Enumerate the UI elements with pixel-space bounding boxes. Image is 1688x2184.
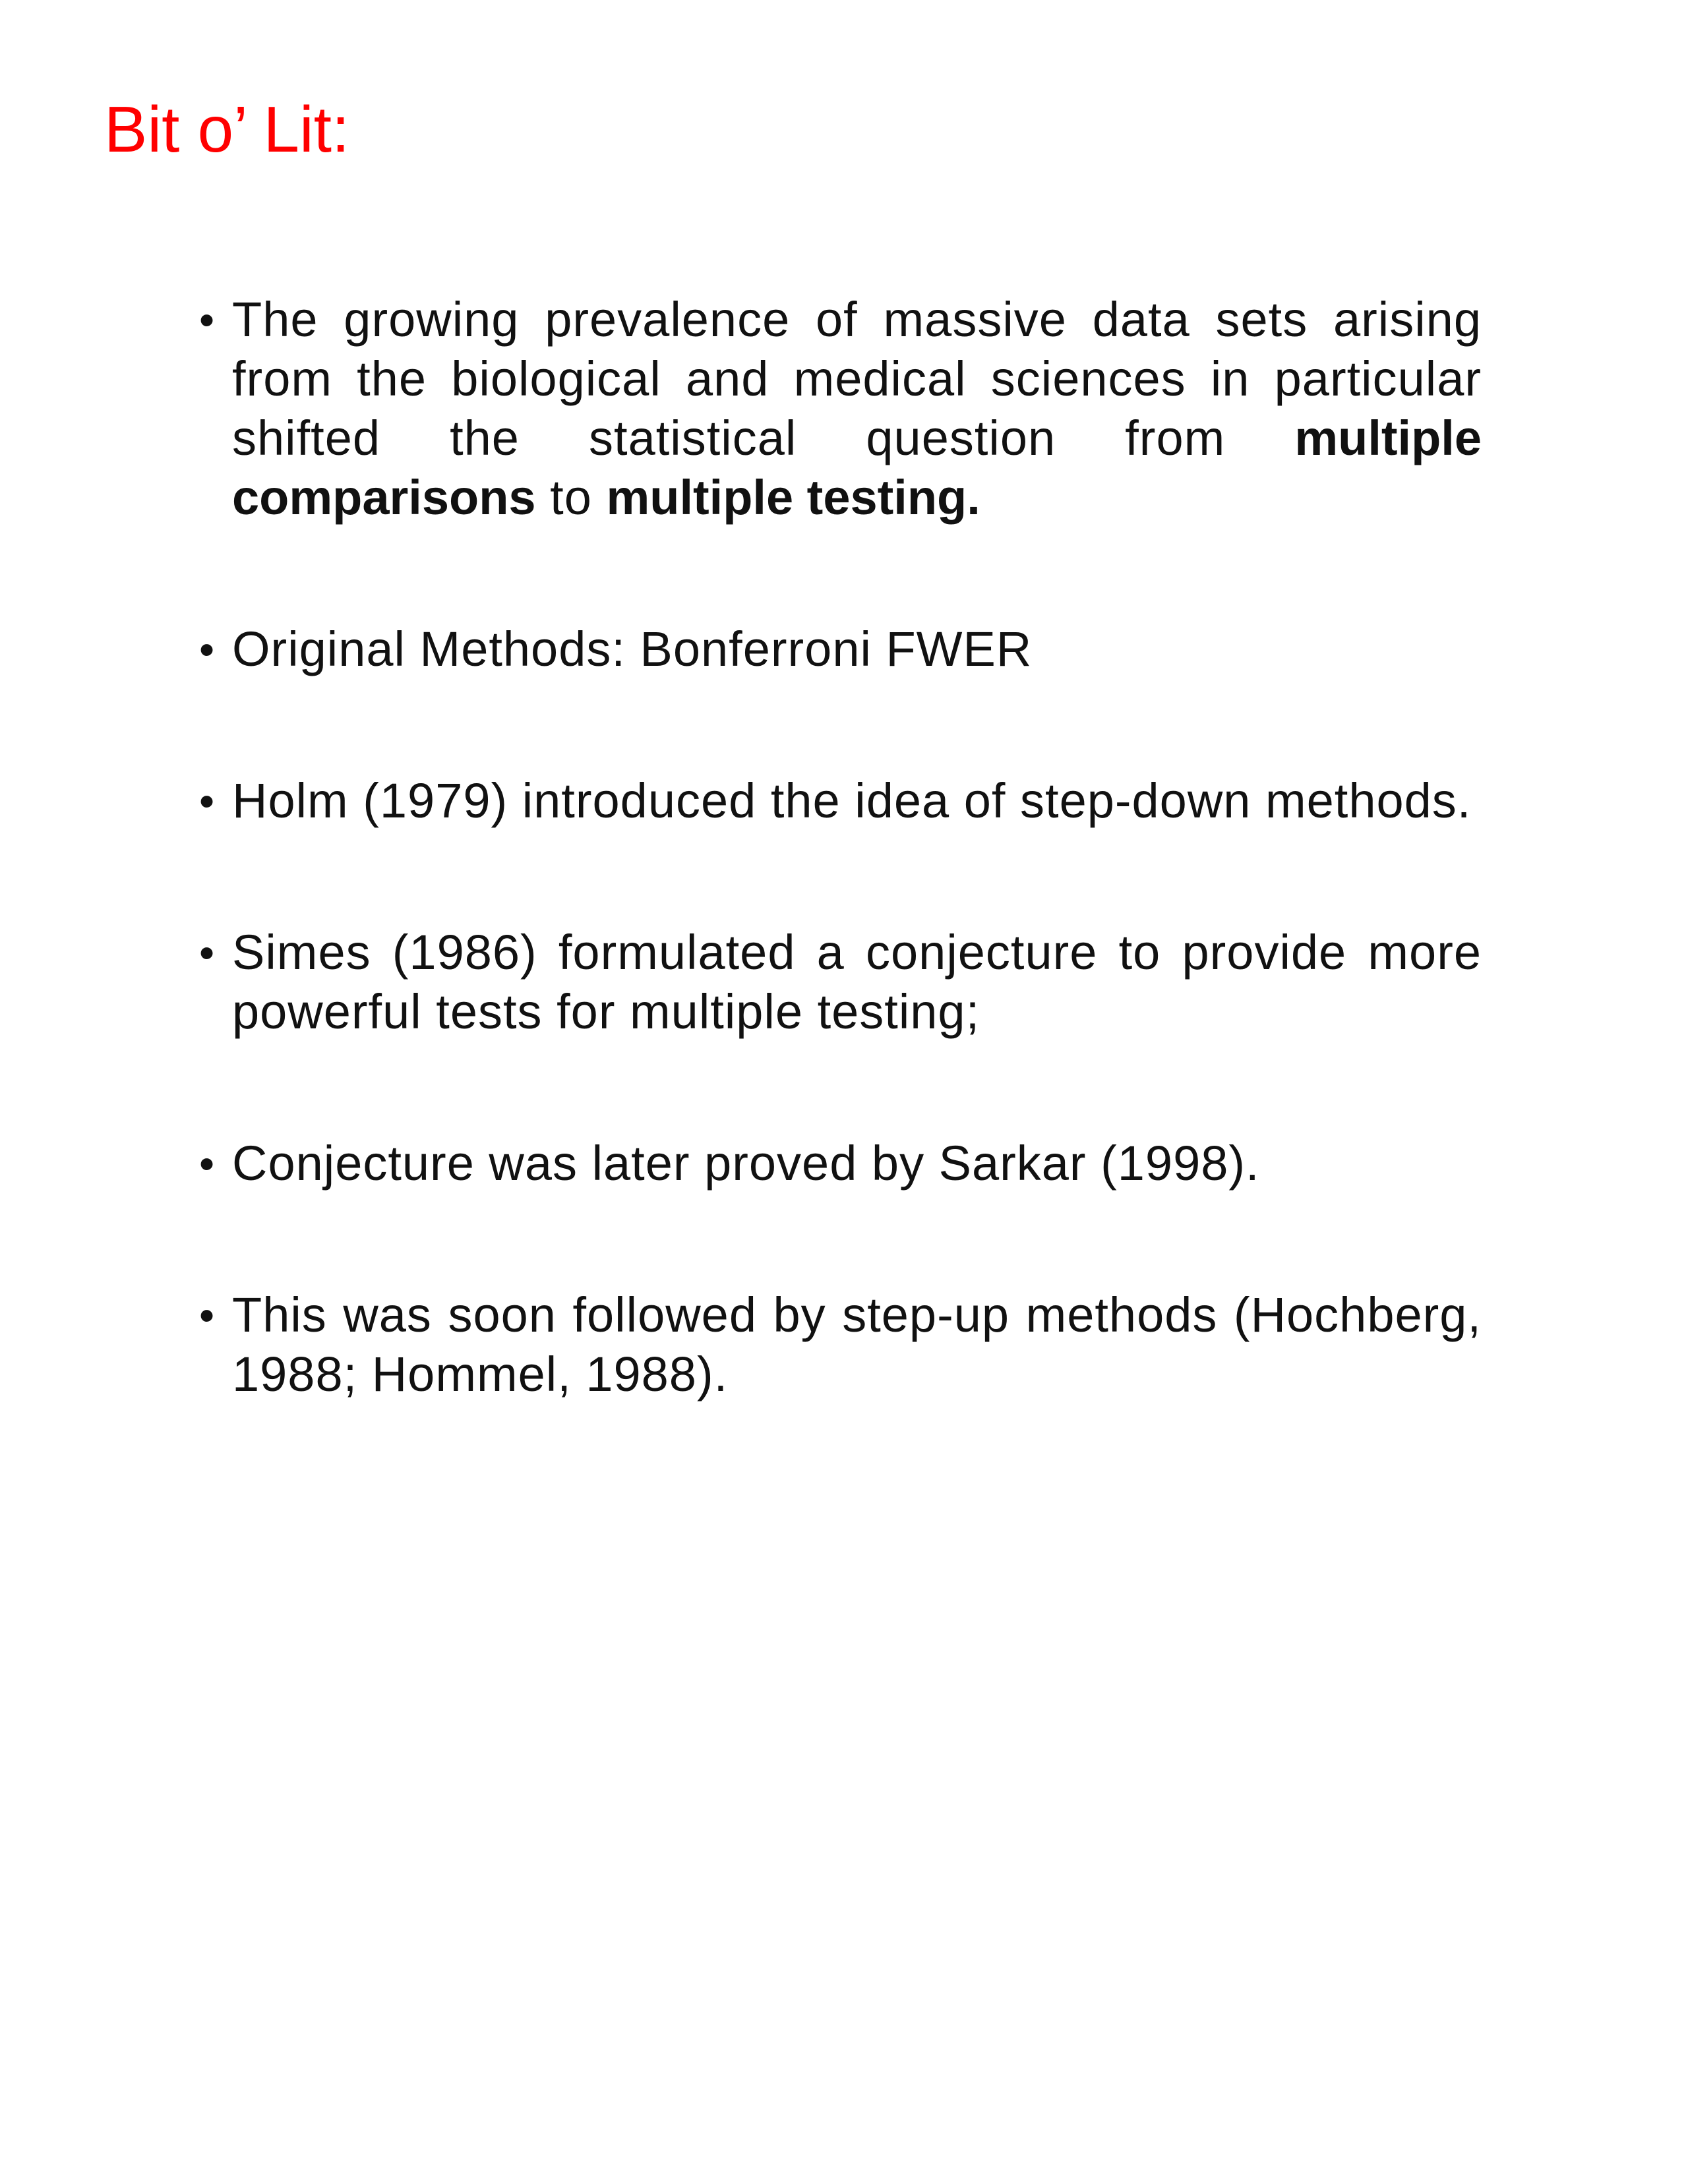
bullet-icon: •: [199, 928, 216, 977]
bullet-item-holm: [199, 771, 1482, 831]
bullet-icon: •: [199, 1291, 216, 1340]
bullet-text: Simes (1986) formulated a conjecture to provide more powerful tests for multiple testing;: [232, 925, 1482, 1039]
slide-title: Bit o’ Lit:: [104, 93, 350, 165]
bullet-icon: •: [199, 777, 216, 825]
bullet-text: This was soon followed by step-up methods (Hochberg, 1988; Hommel, 1988).: [232, 1287, 1482, 1402]
bullet-item-original-methods: [199, 620, 1482, 679]
bullet-text: Holm (1979) introduced the idea of step-down methods.: [232, 773, 1472, 828]
bullet-item-multiple-testing: [199, 290, 1482, 527]
bullet-icon: •: [199, 625, 216, 674]
bullet-text-part: to: [535, 470, 607, 525]
bullet-text-part: The growing prevalence of massive data sets arising from the biological and medical sciences in particular shifted the statistical question from: [232, 292, 1482, 465]
bold-term-multiple-testing: multiple testing.: [606, 470, 980, 525]
bullet-item-simes: [199, 923, 1482, 1042]
bullet-icon: •: [199, 295, 216, 344]
bullet-item-sarkar: [199, 1134, 1482, 1193]
bold-term-multiple-comparisons: multiple comparisons: [232, 411, 1482, 525]
bullet-item-step-up: [199, 1285, 1482, 1404]
bullet-icon: •: [199, 1139, 216, 1188]
bullet-list: [199, 290, 1482, 1496]
bullet-text: Original Methods: Bonferroni FWER: [232, 622, 1033, 676]
bullet-text: Conjecture was later proved by Sarkar (1998).: [232, 1136, 1260, 1191]
